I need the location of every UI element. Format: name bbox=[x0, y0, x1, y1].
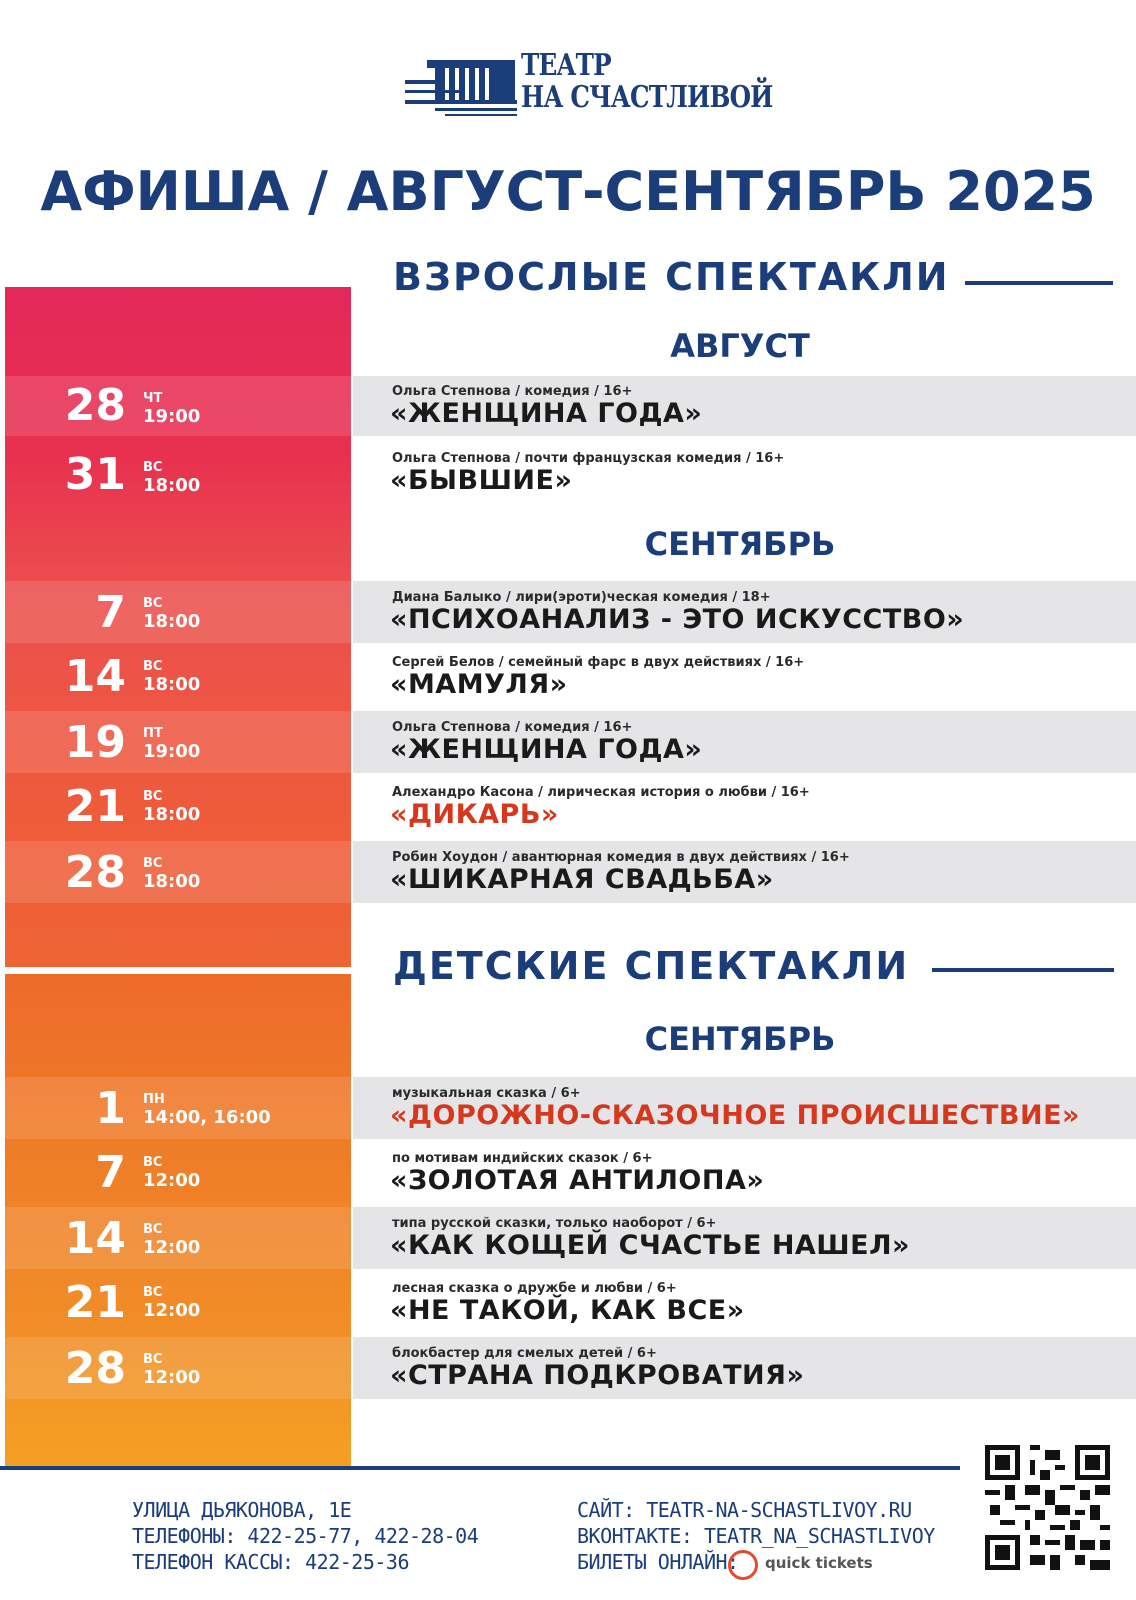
event-weekday: ВС bbox=[143, 659, 163, 674]
event-title: «МАМУЛЯ» bbox=[390, 669, 568, 700]
event-subtitle: Сергей Белов / семейный фарс в двух действиях / 16+ bbox=[392, 655, 805, 670]
event-title: «ЖЕНЩИНА ГОДА» bbox=[390, 734, 703, 765]
event-weekday: ВС bbox=[143, 789, 163, 804]
event-title: «ЖЕНЩИНА ГОДА» bbox=[390, 398, 703, 429]
logo-text bbox=[521, 50, 773, 114]
footer-vk-link[interactable]: ВКОНТАКТЕ: TEATR_NA_SCHASTLIVOY bbox=[577, 1524, 935, 1548]
footer-phones: ТЕЛЕФОНЫ: 422-25-77, 422-28-04 bbox=[132, 1524, 479, 1548]
logo-line-1: ТЕАТР bbox=[521, 48, 611, 83]
kids-heading-rule bbox=[932, 968, 1114, 972]
date-cell bbox=[5, 643, 351, 711]
event-subtitle: блокбастер для смелых детей / 6+ bbox=[392, 1346, 657, 1361]
event-time: 18:00 bbox=[143, 871, 201, 892]
event-day: 14 bbox=[64, 651, 126, 702]
event-subtitle: типа русской сказки, только наоборот / 6+ bbox=[392, 1216, 717, 1231]
event-title: «ДИКАРЬ» bbox=[390, 799, 559, 830]
date-cell bbox=[5, 1207, 351, 1269]
event-subtitle: Ольга Степнова / комедия / 16+ bbox=[392, 720, 633, 735]
logo-line-2: НА СЧАСТЛИВОЙ bbox=[521, 80, 773, 115]
date-cell bbox=[5, 841, 351, 903]
event-day: 1 bbox=[95, 1083, 126, 1134]
month-heading-august: АВГУСТ bbox=[670, 327, 810, 365]
event-time: 12:00 bbox=[143, 1170, 201, 1191]
theatre-logo bbox=[405, 48, 773, 120]
event-title: «БЫВШИЕ» bbox=[390, 465, 573, 496]
footer-site-link[interactable]: САЙТ: TEATR-NA-SCHASTLIVOY.RU bbox=[577, 1498, 912, 1522]
month-heading-september-kids: СЕНТЯБРЬ bbox=[644, 1020, 836, 1058]
date-cell bbox=[5, 773, 351, 841]
event-time: 12:00 bbox=[143, 1300, 201, 1321]
event-day: 19 bbox=[64, 717, 126, 768]
page-title: АФИША / АВГУСТ-СЕНТЯБРЬ 2025 bbox=[40, 160, 1096, 223]
event-weekday: ВС bbox=[143, 596, 163, 611]
event-weekday: ВС bbox=[143, 856, 163, 871]
qr-code-icon[interactable] bbox=[985, 1445, 1110, 1570]
date-cell bbox=[5, 1139, 351, 1207]
event-title: «СТРАНА ПОДКРОВАТИЯ» bbox=[390, 1360, 805, 1391]
event-title: «ШИКАРНАЯ СВАДЬБА» bbox=[390, 864, 774, 895]
event-time: 19:00 bbox=[143, 741, 201, 762]
date-cell bbox=[5, 1337, 351, 1399]
event-weekday: ЧТ bbox=[143, 391, 163, 406]
event-subtitle: по мотивам индийских сказок / 6+ bbox=[392, 1151, 653, 1166]
date-cell bbox=[5, 711, 351, 773]
event-day: 7 bbox=[95, 1147, 126, 1198]
event-time: 18:00 bbox=[143, 611, 201, 632]
quick-tickets-icon[interactable] bbox=[728, 1550, 758, 1580]
event-weekday: ВС bbox=[143, 1352, 163, 1367]
event-day: 21 bbox=[64, 1277, 126, 1328]
event-weekday: ПН bbox=[143, 1092, 165, 1107]
event-time: 18:00 bbox=[143, 674, 201, 695]
event-title: «НЕ ТАКОЙ, КАК ВСЕ» bbox=[390, 1295, 745, 1326]
event-day: 31 bbox=[64, 449, 126, 500]
event-day: 28 bbox=[64, 380, 126, 431]
theatre-building-icon bbox=[405, 50, 517, 120]
footer-tickets-label: БИЛЕТЫ ОНЛАЙН: bbox=[577, 1550, 739, 1574]
event-title: «КАК КОЩЕЙ СЧАСТЬЕ НАШЕЛ» bbox=[390, 1230, 910, 1261]
event-title: «ПСИХОАНАЛИЗ - ЭТО ИСКУССТВО» bbox=[390, 604, 965, 635]
adult-heading-rule bbox=[965, 281, 1113, 285]
date-cell bbox=[5, 376, 351, 436]
event-subtitle: Диана Балыко / лири(эроти)ческая комедия / 18+ bbox=[392, 590, 771, 605]
event-day: 21 bbox=[64, 781, 126, 832]
event-subtitle: музыкальная сказка / 6+ bbox=[392, 1086, 581, 1101]
month-heading-september: СЕНТЯБРЬ bbox=[644, 525, 836, 563]
event-time: 18:00 bbox=[143, 475, 201, 496]
date-cell bbox=[5, 443, 351, 503]
event-subtitle: Ольга Степнова / почти французская комедия / 16+ bbox=[392, 451, 785, 466]
event-title: «ЗОЛОТАЯ АНТИЛОПА» bbox=[390, 1165, 765, 1196]
event-day: 7 bbox=[95, 587, 126, 638]
event-weekday: ВС bbox=[143, 1222, 163, 1237]
event-subtitle: Алехандро Касона / лирическая история о любви / 16+ bbox=[392, 785, 810, 800]
event-day: 28 bbox=[64, 1343, 126, 1394]
event-title: «ДОРОЖНО-СКАЗОЧНОЕ ПРОИСШЕСТВИЕ» bbox=[390, 1100, 1080, 1131]
date-cell bbox=[5, 581, 351, 643]
event-weekday: ВС bbox=[143, 1285, 163, 1300]
event-weekday: ВС bbox=[143, 1155, 163, 1170]
event-time: 12:00 bbox=[143, 1367, 201, 1388]
adult-section-heading: ВЗРОСЛЫЕ СПЕКТАКЛИ bbox=[393, 255, 950, 299]
event-day: 14 bbox=[64, 1213, 126, 1264]
event-time: 18:00 bbox=[143, 804, 201, 825]
event-weekday: ПТ bbox=[143, 726, 163, 741]
event-weekday: ВС bbox=[143, 460, 163, 475]
event-time: 12:00 bbox=[143, 1237, 201, 1258]
event-day: 28 bbox=[64, 847, 126, 898]
event-subtitle: лесная сказка о дружбе и любви / 6+ bbox=[392, 1281, 677, 1296]
date-cell bbox=[5, 1269, 351, 1337]
quick-tickets-link[interactable]: quick tickets bbox=[765, 1554, 873, 1572]
event-subtitle: Ольга Степнова / комедия / 16+ bbox=[392, 384, 633, 399]
date-cell bbox=[5, 1077, 351, 1139]
footer-box-office: ТЕЛЕФОН КАССЫ: 422-25-36 bbox=[132, 1550, 409, 1574]
kids-section-heading: ДЕТСКИЕ СПЕКТАКЛИ bbox=[393, 944, 910, 988]
event-subtitle: Робин Хоудон / авантюрная комедия в двух действиях / 16+ bbox=[392, 850, 850, 865]
footer-address: УЛИЦА ДЬЯКОНОВА, 1Е bbox=[132, 1498, 352, 1522]
footer-rule bbox=[0, 1466, 960, 1470]
event-time: 19:00 bbox=[143, 406, 201, 427]
event-time: 14:00, 16:00 bbox=[143, 1107, 271, 1128]
